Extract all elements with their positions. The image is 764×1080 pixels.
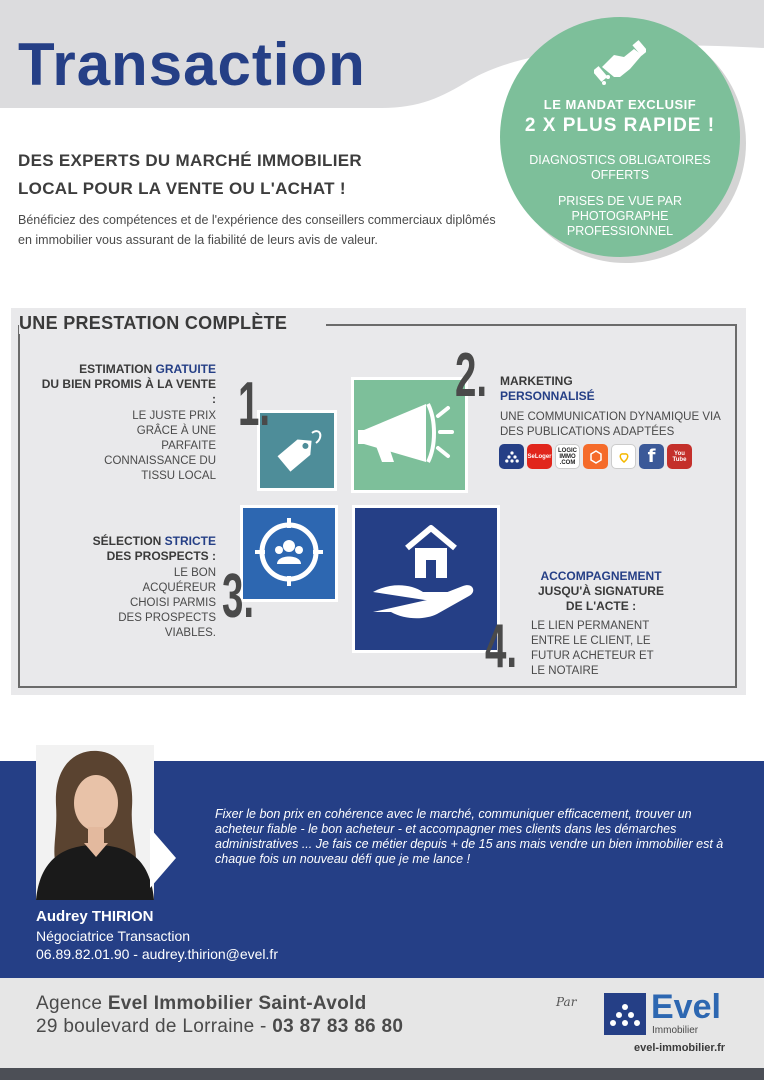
step-3-heading [40,534,216,564]
step-4-text: LE LIEN PERMANENT ENTRE LE CLIENT, LE FUTUR ACHETEUR ET LE NOTAIRE [531,620,654,677]
agency-name: Evel Immobilier Saint-Avold [107,993,367,1014]
step-3-tile [240,505,338,602]
prestation-frame-top [326,324,737,326]
step-3-number: 3. [222,562,255,631]
logic-immo-logo: LOGIC IMMO .COM [555,444,580,469]
par-label: Par [556,995,577,1009]
price-tag-icon [260,413,334,488]
step-2-block [500,374,730,440]
footer-bar [0,1068,764,1080]
step-1-heading-pre: ESTIMATION [79,362,156,376]
step-2-number: 2. [455,341,488,410]
step-4-block [531,569,731,679]
page-title: Transaction [18,31,366,98]
target-people-icon [243,508,335,599]
agent-quote: Fixer le bon prix en cohérence avec le marché, communiquer efficacement, trouver un acheteur fiable - le bon acheteur - et accompagner mes clients dans les démarches administratives ... Je fais ce métier depuis + de 15 ans mais vendre un bien immobilier est à chaque fois un nouveau défi que je me lance ! [215,807,724,866]
agent-role: Négociatrice Transaction [36,928,191,944]
step-4-tile [352,505,500,653]
website-link[interactable]: evel-immobilier.fr [634,1042,726,1054]
intro-heading-line-2: LOCAL POUR LA VENTE OU L'ACHAT ! [18,179,346,198]
agent-name: Audrey THIRION [36,908,154,925]
evel-brand-sub: Immobilier [652,1025,699,1036]
exclusive-mandate-badge [500,17,740,257]
step-4-heading-highlight: ACCOMPAGNEMENT [540,569,662,583]
megaphone-icon [354,380,465,490]
leboncoin-logo [583,444,608,469]
step-3-heading-highlight: STRICTE [164,534,216,548]
agency-address: 29 boulevard de Lorraine - [36,1016,273,1037]
step-2-text: UNE COMMUNICATION DYNAMIQUE VIA DES PUBLICATIONS ADAPTÉES [500,411,721,438]
green-logo [611,444,636,469]
agent-photo [36,745,154,900]
evel-logo [499,444,524,469]
step-1-heading-highlight: GRATUITE [155,362,216,376]
step-2-heading [500,374,730,404]
agency-prefix: Agence [36,993,108,1014]
handshake-icon [594,37,646,87]
intro-heading [18,147,488,203]
badge-line-3: DIAGNOSTICS OBLIGATOIRES OFFERTS [529,153,711,182]
step-1-heading-post: DU BIEN PROMIS À LA VENTE : [41,377,216,406]
intro-heading-line-1: DES EXPERTS DU MARCHÉ IMMOBILIER [18,151,362,170]
step-2-heading-highlight: PERSONNALISÉ [500,389,595,403]
step-1-heading [40,362,216,407]
step-3-heading-pre: SÉLECTION [92,534,165,548]
step-3-heading-post: DES PROSPECTS : [106,549,216,563]
agency-line [36,993,367,1015]
evel-brand: Evel [651,988,721,1026]
step-2-heading-pre: MARKETING [500,374,573,388]
partner-logos [499,444,692,469]
photo-pointer [150,828,180,888]
step-1-block [40,362,216,484]
youtube-logo: You Tube [667,444,692,469]
badge-line-2: 2 X PLUS RAPIDE ! [524,115,716,136]
hand-house-icon [355,508,497,650]
seloger-logo: SeLoger [527,444,552,469]
agent-contact[interactable]: 06.89.82.01.90 - audrey.thirion@evel.fr [36,946,278,962]
step-3-text: LE BON ACQUÉREUR CHOISI PARMIS DES PROSPECTS VIABLES. [118,567,216,639]
step-1-text: LE JUSTE PRIX GRÂCE À UNE PARFAITE CONNAISSANCE DU TISSU LOCAL [104,410,216,482]
badge-line-1: LE MANDAT EXCLUSIF [543,97,697,112]
step-3-block [40,534,216,641]
intro-text: Bénéficiez des compétences et de l'expérience des conseillers commerciaux diplômés en immobilier vous assurant de la fiabilité de leurs avis de valeur. [18,213,496,247]
step-1-number: 1. [238,370,271,439]
address-line [36,1016,403,1038]
step-2-tile [351,377,468,493]
step-4-heading [531,569,671,614]
agency-phone[interactable]: 03 87 83 86 80 [272,1016,404,1037]
facebook-logo: f [639,444,664,469]
evel-logo-icon [604,993,646,1035]
badge-line-4: PRISES DE VUE PAR PHOTOGRAPHE PROFESSIONNEL [557,194,683,238]
step-4-heading-post: JUSQU'À SIGNATURE DE L'ACTE : [538,584,664,613]
step-4-number: 4. [485,612,518,681]
prestation-title: UNE PRESTATION COMPLÈTE [19,313,295,334]
